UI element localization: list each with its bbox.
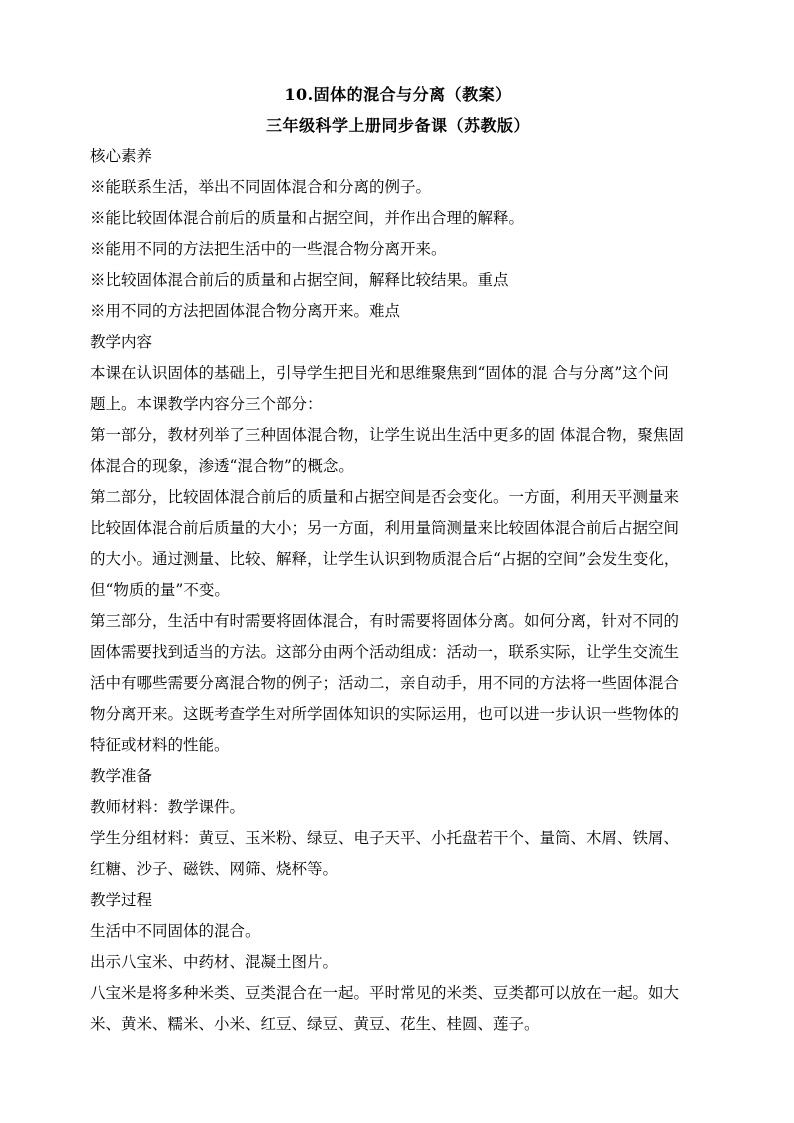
heading-teaching-content: 教学内容 <box>90 333 153 351</box>
student-materials <box>90 823 706 885</box>
paragraph-line: 比较固体混合前后质量的大小；另一方面，利用量筒测量来比较固体混合前后占据空间 <box>90 519 680 537</box>
paragraph-line: 活中有哪些需要分离混合物的例子；活动二，亲自动手，用不同的方法将一些固体混合 <box>90 674 680 692</box>
core-item: ※能比较固体混合前后的质量和占据空间，并作出合理的解释。 <box>90 209 525 227</box>
document-title: 10.固体的混合与分离（教案） <box>284 85 512 104</box>
heading-core-literacy: 核心素养 <box>90 147 153 165</box>
paragraph-line: 红糖、沙子、磁铁、网筛、烧杯等。 <box>90 860 339 878</box>
paragraph-line: 但“物质的量”不变。 <box>90 581 230 599</box>
paragraph-line: 第一部分，教材列举了三种固体混合物，让学生说出生活中更多的固 体混合物，聚焦固 <box>90 426 684 444</box>
core-item: ※比较固体混合前后的质量和占据空间，解释比较结果。重点 <box>90 271 509 289</box>
paragraph-line: 第三部分，生活中有时需要将固体混合，有时需要将固体分离。如何分离，针对不同的 <box>90 612 680 630</box>
process-line: 生活中不同固体的混合。 <box>90 922 261 940</box>
core-item: ※能联系生活，举出不同固体混合和分离的例子。 <box>90 178 432 196</box>
document-subtitle: 三年级科学上册同步备课（苏教版） <box>265 116 530 135</box>
teacher-materials: 教师材料：教学课件。 <box>90 798 246 816</box>
paragraph-line: 本课在认识固体的基础上，引导学生把目光和思维聚焦到“固体的混 合与分离”这个问 <box>90 364 669 382</box>
process-paragraph-babaomi <box>90 978 706 1040</box>
heading-teaching-process: 教学过程 <box>90 891 153 909</box>
core-item: ※能用不同的方法把生活中的一些混合物分离开来。 <box>90 240 447 258</box>
content-paragraph-part2 <box>90 482 706 606</box>
heading-teaching-prep: 教学准备 <box>90 767 153 785</box>
paragraph-line: 第二部分，比较固体混合前后的质量和占据空间是否会变化。一方面，利用天平测量来 <box>90 488 680 506</box>
paragraph-line: 固体需要找到适当的方法。这部分由两个活动组成：活动一，联系实际，让学生交流生 <box>90 643 680 661</box>
paragraph-line: 物分离开来。这既考查学生对所学固体知识的实际运用，也可以进一步认识一些物体的 <box>90 705 680 723</box>
paragraph-line: 米、黄米、糯米、小米、红豆、绿豆、黄豆、花生、桂圆、莲子。 <box>90 1015 540 1033</box>
content-paragraph-intro <box>90 358 706 420</box>
paragraph-line: 体混合的现象，渗透“混合物”的概念。 <box>90 457 354 475</box>
paragraph-line: 特征或材料的性能。 <box>90 736 230 754</box>
paragraph-line: 学生分组材料：黄豆、玉米粉、绿豆、电子天平、小托盘若干个、量筒、木屑、铁屑、 <box>90 829 680 847</box>
core-item: ※用不同的方法把固体混合物分离开来。难点 <box>90 302 401 320</box>
paragraph-line: 的大小。通过测量、比较、解释，让学生认识到物质混合后“占据的空间”会发生变化， <box>90 550 680 568</box>
content-paragraph-part3 <box>90 606 706 761</box>
paragraph-line: 八宝米是将多种米类、豆类混合在一起。平时常见的米类、豆类都可以放在一起。如大 <box>90 984 680 1002</box>
paragraph-line: 题上。本课教学内容分三个部分： <box>90 395 323 413</box>
process-line: 出示八宝米、中药材、混凝土图片。 <box>90 953 339 971</box>
content-paragraph-part1 <box>90 420 706 482</box>
